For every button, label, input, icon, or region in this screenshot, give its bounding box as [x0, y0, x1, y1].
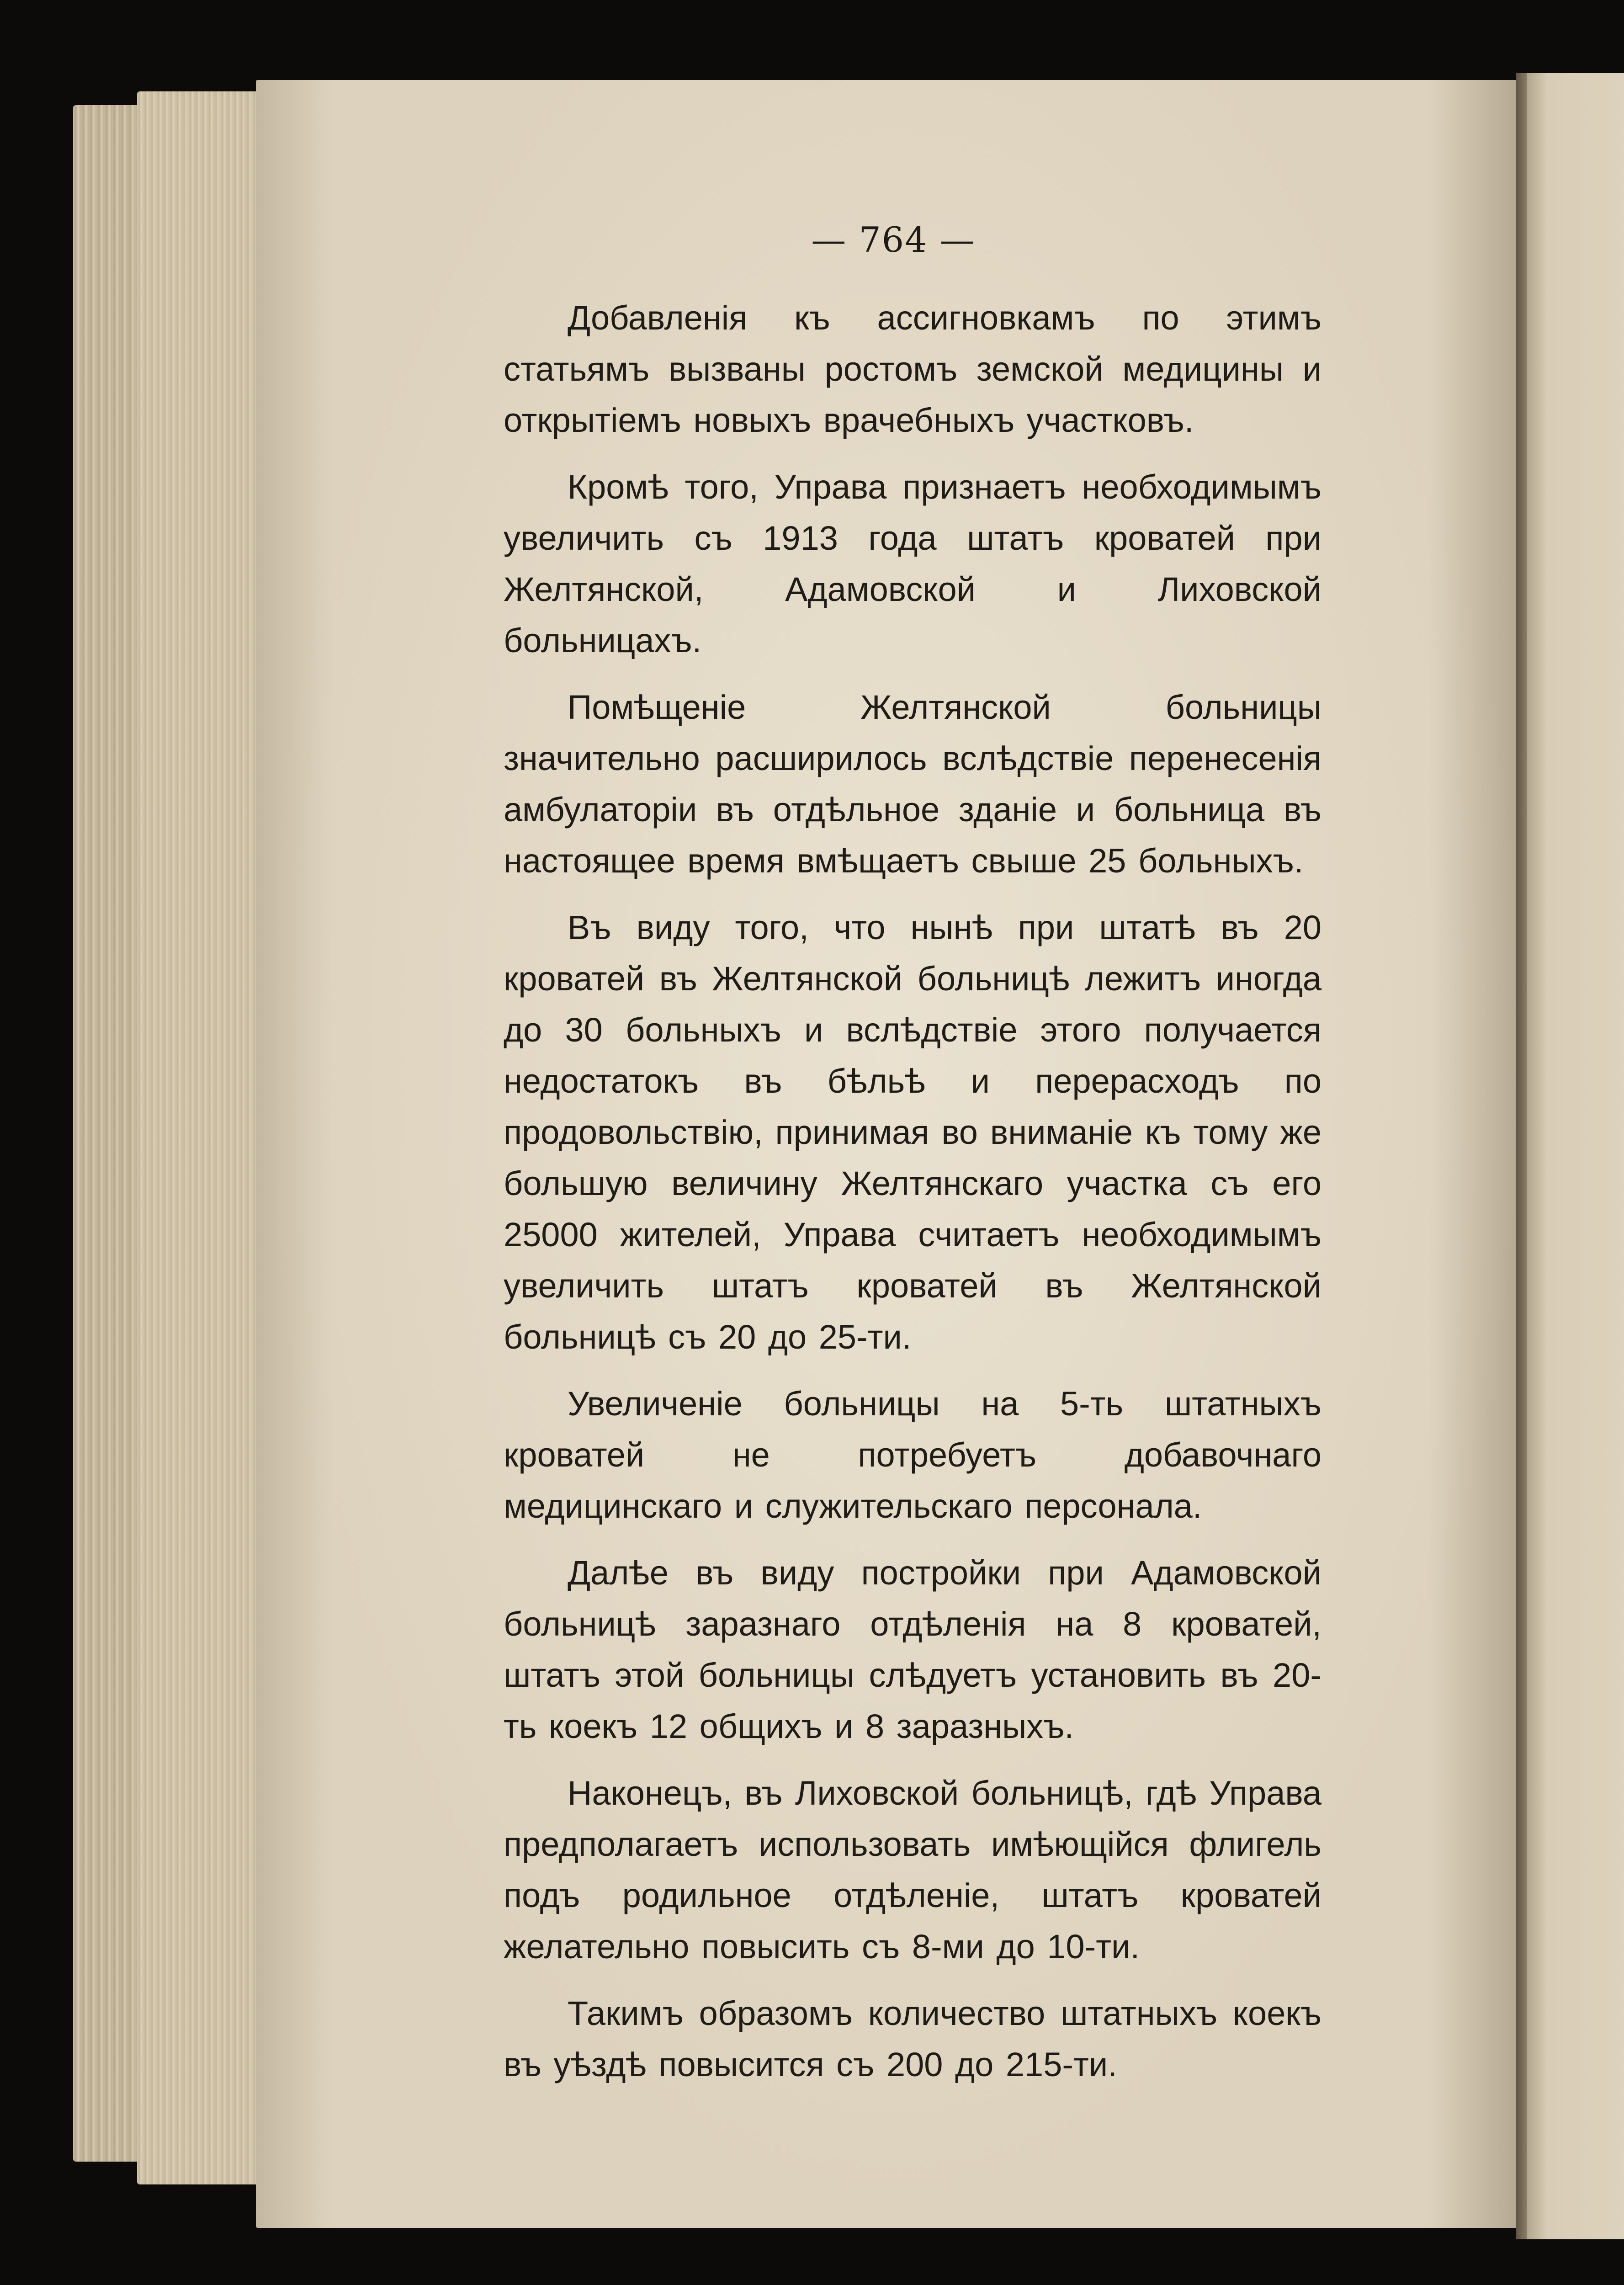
paragraph: Помѣщеніе Желтянской больницы значительно расширилось вслѣдствіе перенесенія амбулаторіи въ отдѣльное зданіе и больница въ настоящее время вмѣщаетъ свыше 25 больныхъ.	[504, 688, 1321, 880]
book-gutter	[1516, 73, 1527, 2239]
paragraph: Добавленія къ ассигновкамъ по этимъ статьямъ вызваны ростомъ земской медицины и открытіемъ новыхъ врачебныхъ участковъ.	[504, 299, 1321, 439]
facing-page	[1522, 73, 1624, 2239]
paragraph: Увеличеніе больницы на 5-ть штатныхъ кроватей не потребуетъ добавочнаго медицинскаго и служительскаго персонала.	[504, 1385, 1321, 1525]
paragraph: Кромѣ того, Управа признаетъ необходимымъ увеличить съ 1913 года штатъ кроватей при Желтянской, Адамовской и Лиховской больницахъ.	[504, 468, 1321, 659]
page-number: — 764 —	[811, 219, 976, 260]
paragraph: Такимъ образомъ количество штатныхъ коекъ въ уѣздѣ повысится съ 200 до 215-ти.	[504, 1994, 1321, 2083]
page-text	[504, 292, 1321, 2090]
paragraph: Въ виду того, что нынѣ при штатѣ въ 20 кроватей въ Желтянской больницѣ лежитъ иногда до 30 больныхъ и вслѣдствіе этого получается недостатокъ въ бѣльѣ и перерасходъ по продовольствію, принимая во вниманіе къ тому же большую величину Желтянскаго участка съ его 25000 жителей, Управа считаетъ необходимымъ увеличить штатъ кроватей въ Желтянской больницѣ съ 20 до 25-ти.	[504, 909, 1321, 1356]
paragraph: Наконецъ, въ Лиховской больницѣ, гдѣ Управа предполагаетъ использовать имѣющійся флигель подъ родильное отдѣленіе, штатъ кроватей желательно повысить съ 8-ми до 10-ти.	[504, 1774, 1321, 1966]
paragraph: Далѣе въ виду постройки при Адамовской больницѣ заразнаго отдѣленія на 8 кроватей, штатъ этой больницы слѣдуетъ установить въ 20-ть коекъ 12 общихъ и 8 заразныхъ.	[504, 1554, 1321, 1745]
